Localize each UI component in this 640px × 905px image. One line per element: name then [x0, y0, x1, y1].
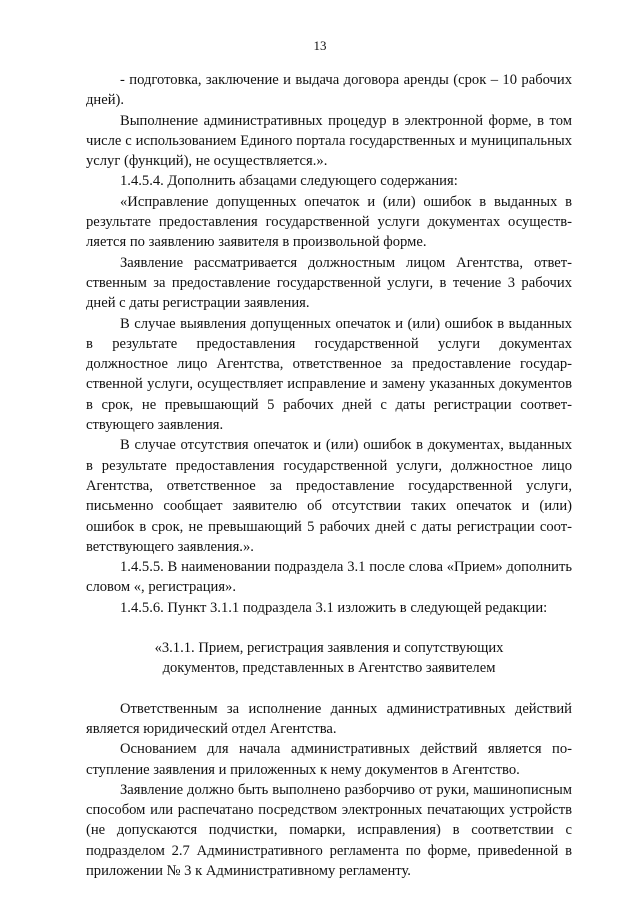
section-heading-3-1-1: «3.1.1. Прием, регистрация заявления и сопутствующих документов, представленных в Агентство заявителем [154, 640, 504, 677]
paragraph-application-review: Заявление рассматривается должностным лицом Агентства, ответственным за предоставление государственной услуги, в течение 3 рабочих дней с даты регистрации заявления. [86, 254, 572, 312]
paragraph-errors-detected: В случае выявления допущенных опечаток и (или) ошибок в выданных в результате предоставления государственной услуги документах должностное лицо Агентства, ответственное за предоставление государственной услуги, осуществляет исправление и замену указанных документов в срок, не превышающий 5 рабочих дней с даты регистрации соответствующего заявления. [86, 315, 572, 434]
document-body [86, 70, 572, 881]
paragraph-correction-request: «Исправление допущенных опечаток и (или) ошибок в выданных в результате предоставления государственной услуги документах осуществляется по заявлению заявителя в произвольной форме. [86, 193, 572, 251]
page-number: 13 [313, 38, 327, 53]
paragraph-lease-agreement: - подготовка, заключение и выдача договора аренды (срок – 10 рабочих дней). [86, 72, 572, 109]
paragraph-1-4-5-6: 1.4.5.6. Пункт 3.1.1 подраздела 3.1 изложить в следующей редакции: [120, 599, 548, 616]
paragraph-application-format: Заявление должно быть выполнено разборчиво от руки, машинописным способом или распечатано посредством электронных печатающих устройств (не допускаются подчистки, помарки, исправления) в соответствии с подразделом 2.7 Административного регламента по форме, привеdенной в приложении № 3 к Административному регламенту. [86, 781, 572, 879]
paragraph-1-4-5-4: 1.4.5.4. Дополнить абзацами следующего содержания: [120, 173, 458, 190]
paragraph-basis-for-action: Основанием для начала административных действий является поступление заявления и приложенных к нему документов в Агентство. [86, 741, 572, 778]
paragraph-no-errors: В случае отсутствия опечаток и (или) ошибок в документах, выданных в результате предоставления государственной услуги, должностное лицо Агентства, ответственное за предоставление государственной услуги, письменно сообщает заявителю об отсутствии таких опечаток и (или) ошибок в срок, не превышающий 5 рабочих дней с даты регистрации соответствующего заявления.». [86, 437, 572, 555]
paragraph-electronic-form: Выполнение административных процедур в электронной форме, в том числе с использованием Единого портала государственных и муниципальных услуг (функций), не осуществляется.». [86, 112, 572, 170]
paragraph-1-4-5-5: 1.4.5.5. В наименовании подраздела 3.1 после слова «Прием» дополнить словом «, регистрация». [86, 559, 572, 596]
paragraph-responsible-department: Ответственным за исполнение данных административных действий является юридический отдел Агентства. [86, 700, 572, 737]
